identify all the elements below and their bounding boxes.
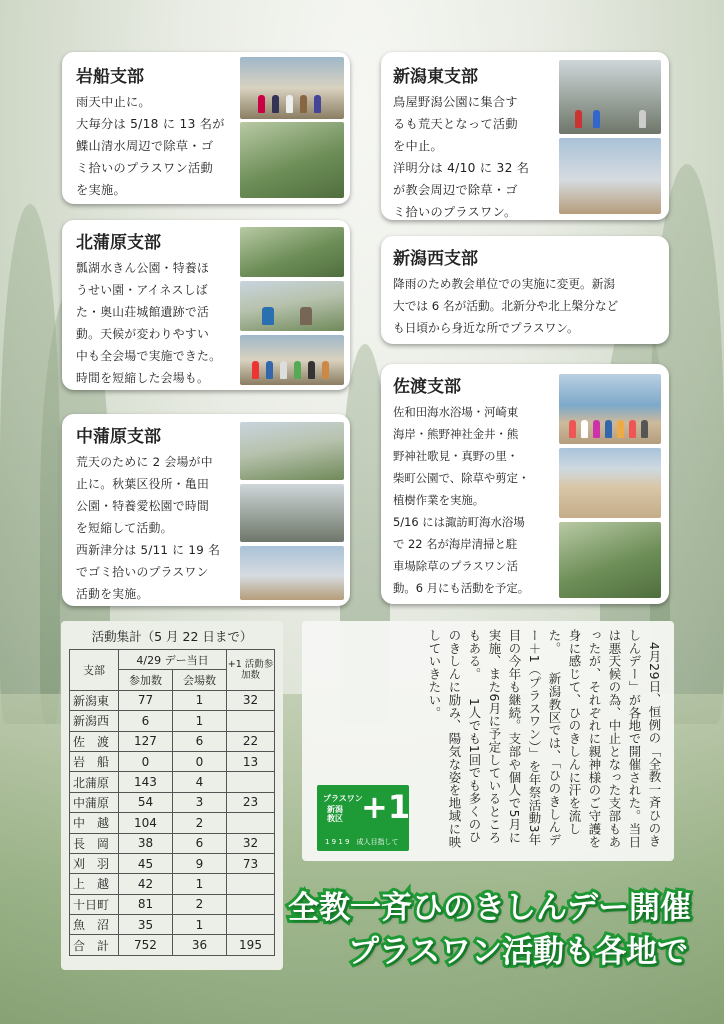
branch-cell: 新潟西 (70, 711, 119, 731)
venues-cell: 1 (172, 690, 226, 710)
branch-cell: 上 越 (70, 874, 119, 894)
venues-cell: 6 (172, 833, 226, 853)
branch-panel-sado (381, 364, 669, 604)
participants-cell: 38 (119, 833, 173, 853)
table-row (70, 935, 275, 955)
branch-title: 佐渡支部 (393, 377, 461, 397)
branch-title: 北蒲原支部 (76, 233, 161, 253)
table-header-venues: 会場数 (172, 670, 226, 690)
branch-panel-iwafune (62, 52, 350, 204)
branch-cell: 魚 沼 (70, 915, 119, 935)
table-row (70, 690, 275, 710)
plus-cell (227, 772, 275, 792)
article-text: 4月29日、恒例の「全教一斉ひのきしんデー」が各地で開催された。当日は悪天候の為、中止となった支部もあったが、それぞれに親神様のご守護を身に感じて、ひのきしんに汗を流した。 新潟教区では、「ひのきしんデー＋1（プラスワン）」を年祭活動3年目の今年も継続。支部や個人で5月に実施、また6月に予定しているところもある。 1人でも1回でも多くのひのきしんに励み、陽気な姿を地域に映していきたい。 (427, 629, 662, 849)
branch-title: 新潟西支部 (393, 249, 478, 269)
volunteers-photo (240, 281, 344, 331)
participants-cell: 77 (119, 690, 173, 710)
branch-cell: 中 越 (70, 813, 119, 833)
participants-cell: 45 (119, 853, 173, 873)
plus-cell (227, 813, 275, 833)
plus-cell: 32 (227, 833, 275, 853)
plus-cell (227, 915, 275, 935)
venues-cell: 1 (172, 915, 226, 935)
weeding-photo (240, 227, 344, 277)
group-photo (240, 57, 344, 119)
branch-title: 岩船支部 (76, 67, 144, 87)
venues-cell: 2 (172, 813, 226, 833)
branch-cell: 長 岡 (70, 833, 119, 853)
venues-cell: 3 (172, 792, 226, 812)
branch-panel-nakakanbara (62, 414, 350, 606)
venues-cell: 6 (172, 731, 226, 751)
branch-text: 瓢湖水きん公園・特養ほ うせい園・アイネスしば た・奥山荘城館遺跡で活 動。天候が変わりやすい 中も全会場で実施できた。 時間を短縮した会場も。 (76, 261, 222, 385)
activity-tally (61, 621, 283, 970)
tally-table (69, 649, 275, 956)
table-header: 支部 (70, 650, 119, 691)
participants-cell: 35 (119, 915, 173, 935)
participants-cell: 127 (119, 731, 173, 751)
branch-text: 雨天中止に。 大毎分は 5/18 に 13 名が 鰈山清水周辺で除草・ゴ ミ拾いのプラスワン活動 を実施。 (76, 95, 225, 197)
plus-one-logo (317, 785, 409, 851)
table-row (70, 731, 275, 751)
participants-cell: 81 (119, 894, 173, 914)
participants-cell: 752 (119, 935, 173, 955)
table-row (70, 711, 275, 731)
venues-cell: 1 (172, 874, 226, 894)
headline-sub: プラスワン活動も各地で (348, 934, 689, 970)
table-row (70, 792, 275, 812)
logo-region: 新潟 教区 (327, 805, 343, 823)
street-photo (559, 138, 661, 214)
beach-group-photo (559, 374, 661, 444)
table-row (70, 874, 275, 894)
plus-cell (227, 874, 275, 894)
tally-title: 活動集計（5 月 22 日まで） (91, 629, 253, 644)
participants-cell: 0 (119, 751, 173, 771)
table-row (70, 772, 275, 792)
branch-panel-kitakanbara (62, 220, 350, 390)
table-row (70, 853, 275, 873)
branch-cell: 十日町 (70, 894, 119, 914)
table-header-plus: +1 活動参加数 (227, 650, 275, 691)
group-photo (240, 335, 344, 385)
branch-panel-niigata-higashi (381, 52, 669, 220)
table-header-participants: 参加数 (119, 670, 173, 690)
branch-cell: 刈 羽 (70, 853, 119, 873)
participants-cell: 42 (119, 874, 173, 894)
indoor-photo (240, 484, 344, 542)
venues-cell: 4 (172, 772, 226, 792)
venues-cell: 0 (172, 751, 226, 771)
table-header-day: 4/29 デー当日 (119, 650, 227, 670)
venues-cell: 2 (172, 894, 226, 914)
branch-cell: 北蒲原 (70, 772, 119, 792)
branch-cell: 新潟東 (70, 690, 119, 710)
venues-cell: 9 (172, 853, 226, 873)
branch-text: 佐和田海水浴場・河崎東 海岸・熊野神社金井・熊 野神社歌見・真野の里・ 柴町公園で、除草や剪定・ 植樹作業を実施。 5/16 には諏訪町海水浴場 で 22 名が海岸清掃と駐 車場除草のプラスワン活 動。6 月にも活動を予定。 (393, 405, 530, 595)
participants-cell: 143 (119, 772, 173, 792)
table-row (70, 813, 275, 833)
beach-cleanup-photo (559, 448, 661, 518)
sweeping-photo (240, 546, 344, 600)
plus-cell: 23 (227, 792, 275, 812)
participants-cell: 6 (119, 711, 173, 731)
table-row (70, 894, 275, 914)
branch-title: 新潟東支部 (393, 67, 478, 87)
plus-cell: 22 (227, 731, 275, 751)
shelter-photo (559, 60, 661, 134)
logo-label: プラスワン (323, 794, 363, 803)
table-row (70, 915, 275, 935)
plus-cell: 73 (227, 853, 275, 873)
branch-cell: 合 計 (70, 935, 119, 955)
venues-cell: 36 (172, 935, 226, 955)
parking-weeding-photo (559, 522, 661, 598)
plus-cell (227, 711, 275, 731)
branch-title: 中蒲原支部 (76, 427, 161, 447)
branch-text: 荒天のために 2 会場が中 止に。秋葉区役所・亀田 公園・特養愛松園で時間 を短縮して活動。 西新津分は 5/11 に 19 名 でゴミ拾いのプラスワン 活動を実施。 (76, 455, 221, 601)
weeding-photo (240, 122, 344, 198)
branch-cell: 佐 渡 (70, 731, 119, 751)
table-row (70, 751, 275, 771)
participants-cell: 54 (119, 792, 173, 812)
venues-cell: 1 (172, 711, 226, 731)
branch-cell: 岩 船 (70, 751, 119, 771)
branch-text: 降雨のため教会単位での実施に変更。新潟 大では 6 名が活動。北新分や北上槃分など も日頃から身近な所でプラスワン。 (393, 277, 619, 335)
logo-tagline: 1 9 1 9 成人目指して (325, 838, 399, 846)
cleanup-photo (240, 422, 344, 480)
plus-cell: 32 (227, 690, 275, 710)
branch-cell: 中蒲原 (70, 792, 119, 812)
plus-cell: 195 (227, 935, 275, 955)
participants-cell: 104 (119, 813, 173, 833)
branch-text: 鳥屋野潟公園に集合す るも荒天となって活動 を中止。 洋明分は 4/10 に 32 名 が教会周辺で除草・ゴ ミ拾いのプラスワン。 (393, 95, 530, 219)
headline-main: 全教一斉ひのきしんデー開催 (288, 890, 691, 926)
table-row (70, 833, 275, 853)
logo-mark: +1 (361, 788, 411, 826)
plus-cell: 13 (227, 751, 275, 771)
branch-panel-niigata-nishi (381, 236, 669, 344)
plus-cell (227, 894, 275, 914)
